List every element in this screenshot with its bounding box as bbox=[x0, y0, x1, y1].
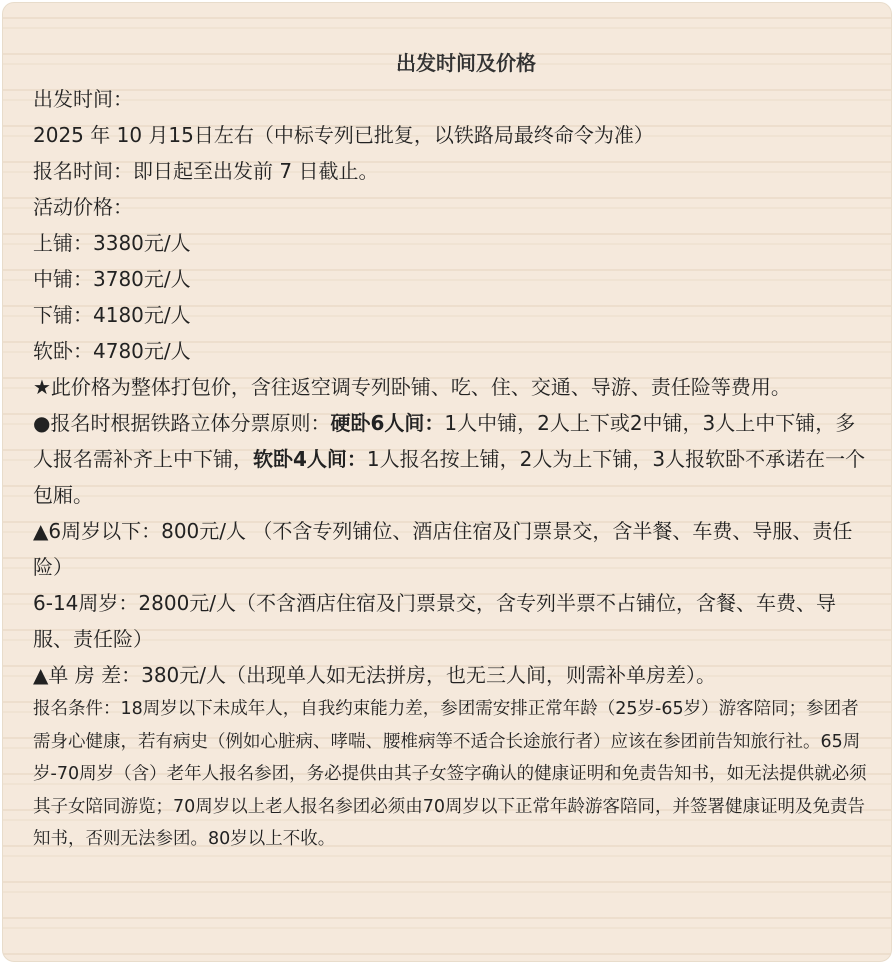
price-middle-berth: 中铺：3780元/人 bbox=[33, 267, 191, 291]
info-card bbox=[2, 2, 892, 962]
child-6-14-price: 6-14周岁：2800元/人（不含酒店住宿及门票景交，含专列半票不占铺位，含餐、车费、导服、责任险） bbox=[33, 591, 837, 651]
hard-sleeper-text: 1人中铺，2人上下或2中铺，3人上中下铺，多人报名需补齐上中下铺， bbox=[33, 411, 856, 471]
departure-label: 出发时间： bbox=[33, 87, 133, 111]
soft-sleeper-text: 1人报名按上铺，2人为上下铺，3人报软卧不承诺在一个包厢。 bbox=[33, 447, 866, 507]
price-label: 活动价格： bbox=[33, 195, 133, 219]
ticket-rule bbox=[33, 405, 875, 513]
hard-sleeper-label: 硬卧6人间： bbox=[330, 411, 445, 435]
departure-date: 2025 年 10 月15日左右（中标专列已批复，以铁路局最终命令为准） bbox=[33, 123, 654, 147]
ticket-rule-prefix: ●报名时根据铁路立体分票原则： bbox=[33, 411, 331, 435]
content-area bbox=[33, 45, 875, 856]
section-title: 出发时间及价格 bbox=[396, 51, 536, 75]
child-under-6-price: ▲6周岁以下：800元/人 （不含专列铺位、酒店住宿及门票景交，含半餐、车费、导服、责任险） bbox=[33, 519, 853, 579]
price-lower-berth: 下铺：4180元/人 bbox=[33, 303, 191, 327]
package-note: ★此价格为整体打包价，含往返空调专列卧铺、吃、住、交通、导游、责任险等费用。 bbox=[33, 375, 791, 399]
soft-sleeper-label: 软卧4人间： bbox=[253, 447, 367, 471]
registration-conditions: 报名条件：18周岁以下未成年人，自我约束能力差，参团需安排正常年龄（25岁-65岁）游客陪同；参团者需身心健康，若有病史（例如心脏病、哮喘、腰椎病等不适合长途旅行者）应该在参团前告知旅行社。65周岁-70周岁（含）老年人报名参团，务必提供由其子女签字确认的健康证明和免责告知书，如无法提供就必须其子女陪同游览；70周岁以上老人报名参团必须由70周岁以下正常年龄游客陪同，并签署健康证明及免责告知书，否则无法参团。80岁以上不收。 bbox=[33, 699, 867, 849]
registration-time: 报名时间：即日起至出发前 7 日截止。 bbox=[33, 159, 379, 183]
price-upper-berth: 上铺：3380元/人 bbox=[33, 231, 191, 255]
single-room-supplement: ▲单 房 差：380元/人（出现单人如无法拼房，也无三人间，则需补单房差）。 bbox=[33, 663, 717, 687]
price-soft-sleeper: 软卧：4780元/人 bbox=[33, 339, 191, 363]
